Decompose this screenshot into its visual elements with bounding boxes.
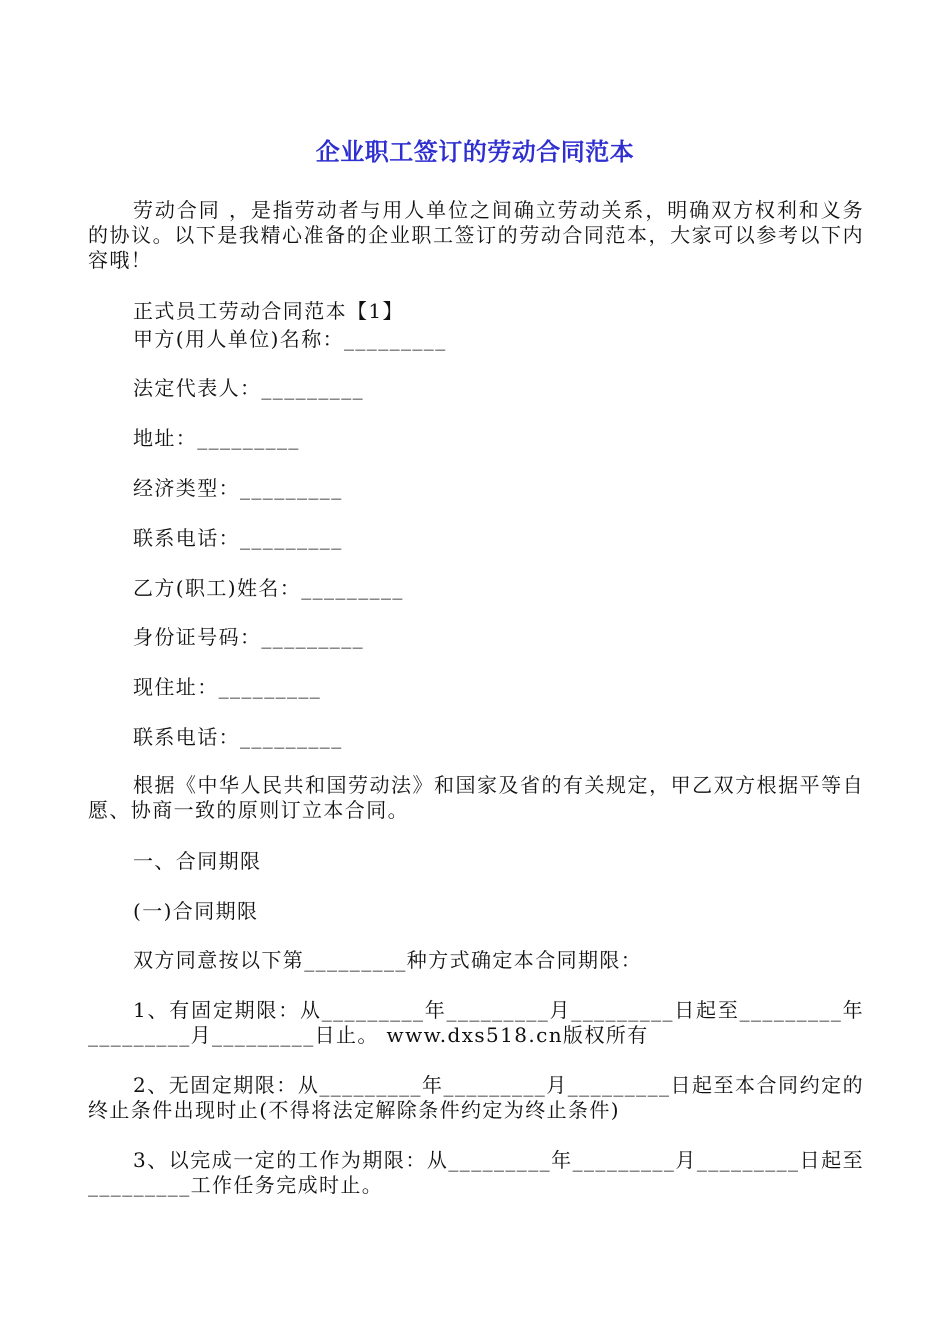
id-number-field: 身份证号码：_________ bbox=[133, 625, 364, 649]
party-b-name-field: 乙方(职工)姓名：_________ bbox=[133, 576, 404, 600]
fixed-term-paragraph: 1、有固定期限：从_________年_________月_________日起至_________年_________月_________日止。 www.dxs518.cn版权所有 bbox=[88, 998, 864, 1047]
current-address-field: 现住址：_________ bbox=[133, 675, 322, 699]
party-b-phone-field: 联系电话：_________ bbox=[133, 725, 343, 749]
party-a-name-field: 甲方(用人单位)名称：_________ bbox=[133, 327, 447, 351]
legal-basis-paragraph: 根据《中华人民共和国劳动法》和国家及省的有关规定，甲乙双方根据平等自愿、协商一致的原则订立本合同。 bbox=[88, 773, 864, 822]
document-title: 企业职工签订的劳动合同范本 bbox=[315, 138, 635, 166]
party-a-phone-field: 联系电话：_________ bbox=[133, 526, 343, 550]
economic-type-field: 经济类型：_________ bbox=[133, 476, 343, 500]
address-field: 地址：_________ bbox=[133, 426, 300, 450]
task-term-paragraph: 3、以完成一定的工作为期限：从_________年_________月_________日起至_________工作任务完成时止。 bbox=[88, 1148, 864, 1197]
legal-representative-field: 法定代表人：_________ bbox=[133, 376, 364, 400]
term-agreement-line: 双方同意按以下第_________种方式确定本合同期限： bbox=[133, 948, 643, 972]
open-term-paragraph: 2、无固定期限：从_________年_________月_________日起至本合同约定的终止条件出现时止(不得将法定解除条件约定为终止条件) bbox=[88, 1073, 864, 1122]
section-heading: 正式员工劳动合同范本【1】 bbox=[133, 299, 404, 323]
article-1-heading: 一、合同期限 bbox=[133, 849, 262, 873]
article-1-subheading: (一)合同期限 bbox=[133, 899, 259, 923]
intro-paragraph: 劳动合同 ，是指劳动者与用人单位之间确立劳动关系，明确双方权利和义务的协议。以下是我精心准备的企业职工签订的劳动合同范本，大家可以参考以下内容哦！ bbox=[88, 198, 864, 272]
